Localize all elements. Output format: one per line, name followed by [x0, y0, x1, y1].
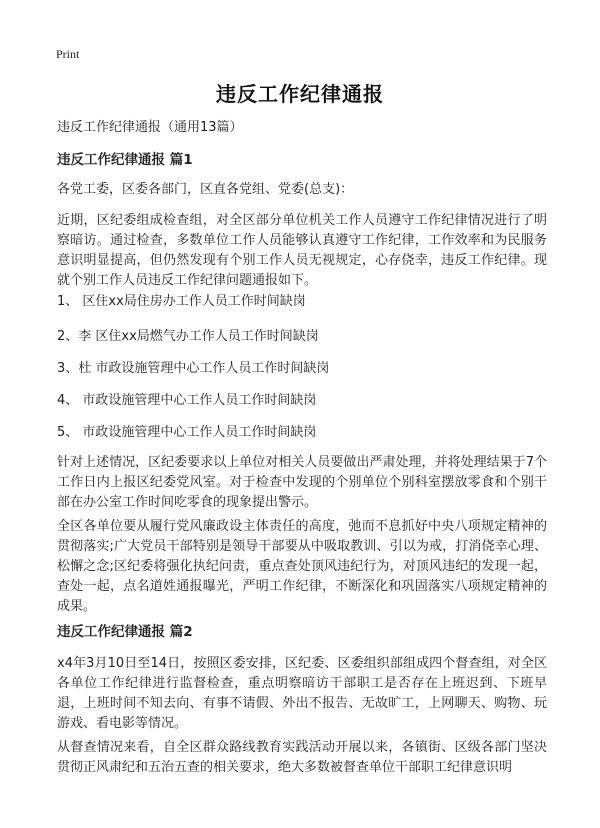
- print-link[interactable]: Print: [56, 47, 80, 61]
- document-subtitle: 违反工作纪律通报（通用13篇）: [57, 120, 243, 135]
- violation-item-3: 3、杜 市政设施管理中心工作人员工作时间缺岗: [57, 361, 330, 376]
- section1-para3: 全区各单位要从履行党风廉政设主体责任的高度，弛而不息抓好中央八项规定精神的贯彻落实;广大党员干部特别是领导干部要从中吸取教训、引以为戒，打消侥幸心理、松懈之念;区纪委将强化执纪问责，重点查处顶风违纪行为，对顶风违纪的发现一起，查处一起，点名道姓通报曝光，严明工作纪律，不断深化和巩固落实八项规定精神的成果。: [57, 519, 547, 614]
- salutation: 各党工委，区委各部门，区直各党组、党委(总支)：: [57, 182, 354, 197]
- section2-para1: x4年3月10日至14日，按照区委安排，区纪委、区委组织部组成四个督查组，对全区各单位工作纪律进行监督检查，重点明察暗访干部职工是否存在上班迟到、下班早退，上班时间不知去向、有事不请假、外出不报告、无故旷工，上网聊天、购物、玩游戏、看电影等情况。: [57, 656, 547, 731]
- section1-heading: 违反工作纪律通报 篇1: [57, 152, 193, 168]
- violation-item-5: 5、 市政设施管理中心工作人员工作时间缺岗: [57, 425, 317, 440]
- section2-heading: 违反工作纪律通报 篇2: [57, 624, 193, 640]
- violation-item-4: 4、 市政设施管理中心工作人员工作时间缺岗: [57, 393, 317, 408]
- section1-para2: 针对上述情况，区纪委要求以上单位对相关人员要做出严肃处理，并将处理结果于7个工作日内上报区纪委党风室。对于检查中发现的个别单位个别科室摆放零食和个别干部在办公室工作时间吃零食的现象提出警示。: [57, 455, 547, 510]
- section2-para2: 从督查情况来看，自全区群众路线教育实践活动开展以来，各镇街、区级各部门坚决贯彻正风肃纪和五治五查的相关要求，绝大多数被督查单位干部职工纪律意识明: [57, 740, 547, 775]
- section1-intro: 近期，区纪委组成检查组，对全区部分单位机关工作人员遵守工作纪律情况进行了明察暗访。通过检查，多数单位工作人员能够认真遵守工作纪律，工作效率和为民服务意识明显提高，但仍然发现有个别工作人员无视规定，心存侥幸，违反工作纪律。现就个别工作人员违反工作纪律问题通报如下。: [57, 213, 547, 288]
- violation-item-2: 2、李 区住xx局燃气办工作人员工作时间缺岗: [57, 329, 319, 344]
- violation-item-1: 1、 区住xx局住房办工作人员工作时间缺岗: [57, 294, 306, 309]
- page-title: 违反工作纪律通报: [216, 82, 384, 106]
